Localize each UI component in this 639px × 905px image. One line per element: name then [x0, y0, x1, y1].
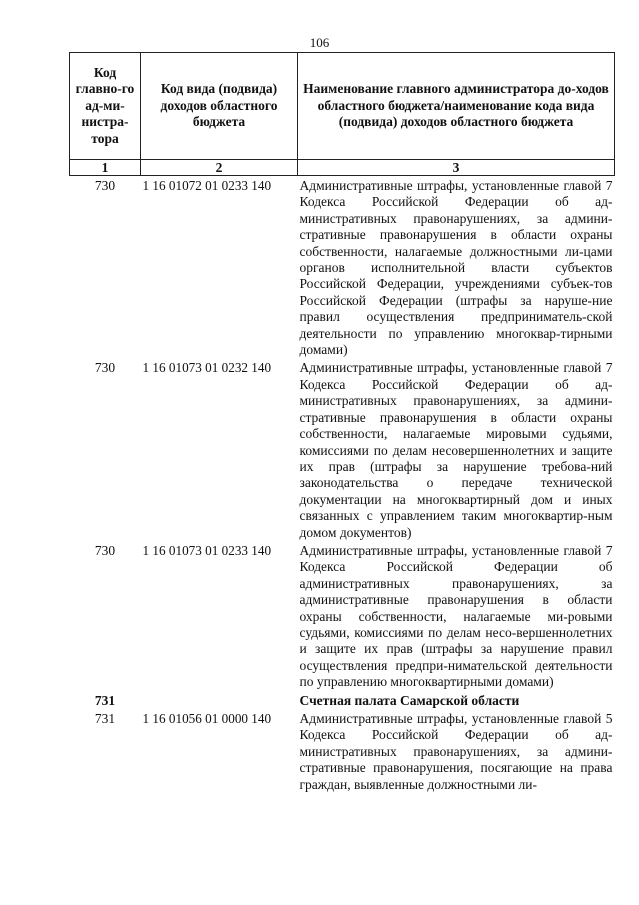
- revenue-name-cell: Административные штрафы, установленные главой 5 Кодекса Российской Федерации об ад-министративных правонарушениях, за админи-стративные правонарушения, посягающие на права граждан, выявленные должностными ли-: [299, 711, 613, 792]
- admin-code-cell: 730: [94, 360, 116, 376]
- revenue-name-cell: Административные штрафы, установленные главой 7 Кодекса Российской Федерации об ад-министративных правонарушениях, за админи-стративные правонарушения в области охраны собственности, налагаемые должностными ли-цами органов исполнительной власти субъектов Российской Федерации, учреждениями субъек-тов Российской Федерации (штрафы за наруше-ние правил осуществления предприниматель-ской деятельности по управлению многоквар-тирными домами): [299, 178, 613, 358]
- table-row: [70, 176, 615, 359]
- table-header-row: [70, 53, 615, 160]
- revenue-code-cell: [141, 691, 298, 709]
- table-row: [70, 358, 615, 540]
- column-number-3: 3: [298, 160, 615, 176]
- revenue-code-cell: 1 16 01073 01 0233 140: [142, 542, 272, 558]
- revenue-name-cell: Счетная палата Самарской области: [299, 692, 520, 708]
- revenue-code-cell: 1 16 01072 01 0233 140: [142, 178, 272, 193]
- revenue-code-cell: 1 16 01073 01 0232 140: [142, 360, 272, 376]
- table-row: [70, 541, 615, 691]
- revenue-name-cell: Административные штрафы, установленные главой 7 Кодекса Российской Федерации об ад-министративных правонарушениях, за админи-стративные правонарушения в области охраны собственности, налагаемые мировыми судьями, комиссиями по делам несовершеннолетних и защите их прав (штрафы за нарушение требова-ний законодательства о передаче технической документации на многоквартирный дом и иных связанных с управлением таким многоквартир-ным домом документов): [299, 360, 613, 540]
- header-name: Наименование главного администратора до-ходов областного бюджета/наименование кода вида (подвида) доходов областного бюджета: [298, 53, 615, 160]
- admin-code-cell: 731: [94, 711, 116, 726]
- header-admin-code: Код главно-го ад-ми-нистра-тора: [70, 53, 141, 160]
- column-number-2: 2: [141, 160, 298, 176]
- table-row: [70, 691, 615, 709]
- column-number-row: [70, 160, 615, 176]
- header-revenue-code: Код вида (подвида) доходов областного бюджета: [141, 53, 298, 160]
- admin-code-cell: 730: [94, 542, 116, 558]
- revenue-code-cell: 1 16 01056 01 0000 140: [142, 711, 272, 726]
- table-row: [70, 709, 615, 793]
- revenue-name-cell: Административные штрафы, установленные главой 7 Кодекса Российской Федерации об административных правонарушениях, за административные правонарушения в области охраны собственности, налагаемые ми-ровыми судьями, комиссиями по делам несо-вершеннолетних и защите их прав (штрафы за нарушение правил осуществления предпри-нимательской деятельности по управлению многоквартирными домами): [299, 542, 613, 690]
- admin-code-cell: 730: [94, 178, 116, 193]
- column-number-1: 1: [70, 160, 141, 176]
- page-number: 106: [309, 35, 330, 50]
- revenue-codes-table: [69, 52, 615, 793]
- admin-code-cell: 731: [94, 692, 116, 708]
